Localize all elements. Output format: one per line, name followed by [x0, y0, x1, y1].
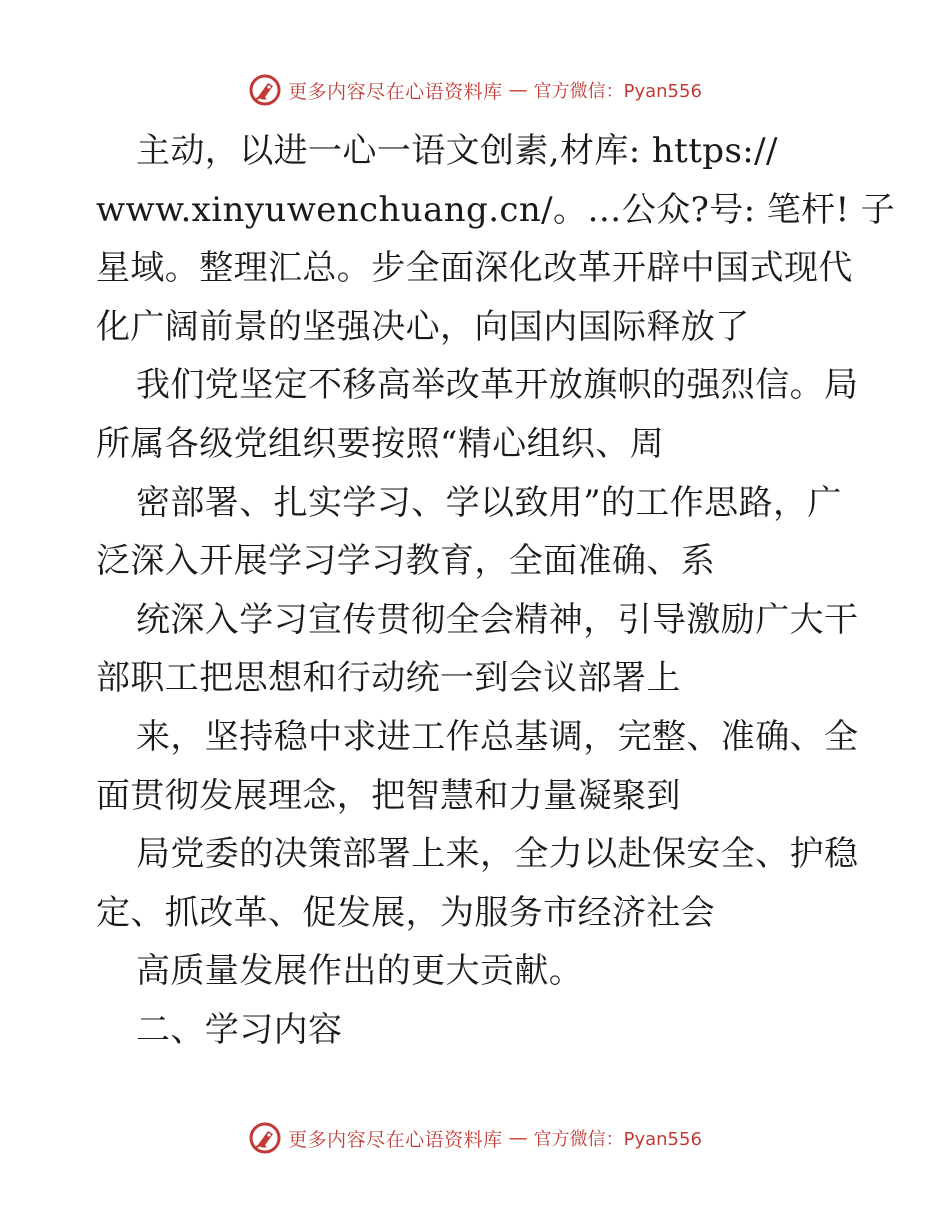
text-line: 部职工把思想和行动统一到会议部署上 [96, 658, 681, 699]
text-line: 局党委的决策部署上来，全力以赴保安全、护稳 [136, 834, 859, 875]
banner-title: 更多内容尽在心语资料库 [288, 80, 503, 103]
banner-separator: — [508, 1127, 528, 1149]
text-line: 高质量发展作出的更大贡献。 [136, 951, 584, 992]
text-line: 来，坚持稳中求进工作总基调，完整、准确、全 [136, 716, 859, 757]
section-heading: 二、学习内容 [136, 1009, 343, 1050]
text-line: 我们党坚定不移高举改革开放旗帜的强烈信。局 [136, 365, 859, 406]
pen-nib-logo-icon [248, 73, 282, 107]
banner-wechat-id: 官方微信：Pyan556 [533, 1129, 702, 1150]
document-body [96, 122, 896, 1060]
text-line: 化广阔前景的坚强决心，向国内国际释放了 [96, 306, 750, 347]
text-line: 密部署、扎实学习、学以致用”的工作思路，广 [136, 482, 842, 523]
text-line: 定、抓改革、促发展，为服务市经济社会 [96, 892, 716, 933]
footer-banner [0, 1118, 950, 1158]
header-banner [0, 70, 950, 110]
banner-title: 更多内容尽在心语资料库 [288, 1128, 503, 1151]
text-line: 统深入学习宣传贯彻全会精神，引导激励广大干 [136, 599, 859, 640]
text-line: 所属各级党组织要按照“精心组织、周 [96, 423, 665, 464]
text-line: 泛深入开展学习学习教育，全面准确、系 [96, 541, 716, 582]
text-line: www.xinyuwenchuang.cn/。…公众?号: 笔杆! 子 [96, 189, 896, 230]
banner-separator: — [508, 79, 528, 101]
text-line: 星域。整理汇总。步全面深化改革开辟中国式现代 [96, 248, 853, 289]
text-line: 主动，以进一心一语文创素,材库: https:// [136, 131, 778, 171]
text-line: 面贯彻发展理念，把智慧和力量凝聚到 [96, 775, 681, 816]
banner-wechat-id: 官方微信：Pyan556 [533, 81, 702, 102]
pen-nib-logo-icon [248, 1121, 282, 1155]
